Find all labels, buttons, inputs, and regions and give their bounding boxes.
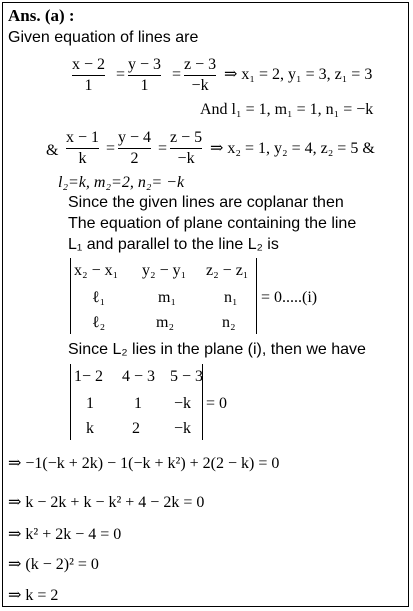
ampersand: & bbox=[46, 142, 59, 159]
det1-cell: z₂ − z₁ bbox=[206, 262, 249, 279]
det2-cell: k bbox=[86, 420, 94, 437]
fraction-z1: z − 3 −k bbox=[184, 56, 217, 94]
det2-cell: −k bbox=[174, 420, 192, 437]
det1-cell: ℓ₂ bbox=[92, 314, 106, 331]
fraction-y1: y − 3 1 bbox=[128, 56, 162, 94]
det1-equals: = 0.....(i) bbox=[261, 289, 318, 306]
det1-cell: n₂ bbox=[222, 314, 236, 331]
step-result: ⇒ k = 2 bbox=[8, 587, 59, 604]
step-expansion: ⇒ −1(−k + 2k) − 1(−k + k²) + 2(2 − k) = 0 bbox=[8, 455, 280, 472]
step-square: ⇒ (k − 2)² = 0 bbox=[8, 556, 99, 573]
det2-cell: 1 bbox=[134, 395, 142, 412]
text-plane: The equation of plane containing the line bbox=[68, 215, 357, 232]
answer-heading: Ans. (a) : bbox=[8, 6, 75, 25]
det1-cell: x₂ − x₁ bbox=[74, 262, 119, 279]
text-coplanar: Since the given lines are coplanar then bbox=[68, 194, 344, 211]
det1-cell: ℓ₁ bbox=[92, 289, 106, 306]
det1-cell: m₁ bbox=[158, 289, 177, 306]
det2-left-bar bbox=[70, 364, 71, 440]
det1-cell: y₂ − y₁ bbox=[142, 262, 187, 279]
det1-cell: n₁ bbox=[224, 289, 238, 306]
step-quadratic: ⇒ k² + 2k − 4 = 0 bbox=[8, 526, 122, 543]
line1-direction: And l₁ = 1, m₁ = 1, n₁ = −k bbox=[200, 101, 374, 118]
step-simplify: ⇒ k − 2k + k − k² + 4 − 2k = 0 bbox=[8, 494, 205, 511]
det2-cell: −k bbox=[174, 395, 192, 412]
det1-cell: m₂ bbox=[156, 314, 175, 331]
det2-cell: 5 − 3 bbox=[170, 368, 204, 385]
det1-right-bar bbox=[256, 258, 257, 334]
intro-text: Given equation of lines are bbox=[8, 29, 199, 46]
fraction-x1: x − 2 1 bbox=[72, 56, 106, 94]
det2-equals: = 0 bbox=[206, 395, 228, 412]
line1-point: ⇒ x₁ = 2, y₁ = 3, z₁ = 3 bbox=[224, 66, 373, 83]
text-lies-in-plane: Since L₂ lies in the plane (i), then we have bbox=[68, 341, 366, 358]
det2-cell: 4 − 3 bbox=[122, 368, 156, 385]
det2-cell: 1 bbox=[86, 395, 94, 412]
text-parallel: L₁ and parallel to the line L₂ is bbox=[68, 236, 279, 253]
line2-direction: l₂=k, m₂=2, n₂= −k bbox=[58, 174, 185, 191]
line2-point: ⇒ x₂ = 1, y₂ = 4, z₂ = 5 & bbox=[210, 140, 375, 157]
det2-cell: 2 bbox=[132, 420, 140, 437]
fraction-z2: z − 5 −k bbox=[170, 129, 203, 167]
det2-cell: 1− 2 bbox=[74, 368, 104, 385]
fraction-y2: y − 4 2 bbox=[118, 129, 152, 167]
det1-left-bar bbox=[70, 258, 71, 334]
fraction-x2: x − 1 k bbox=[66, 129, 100, 167]
